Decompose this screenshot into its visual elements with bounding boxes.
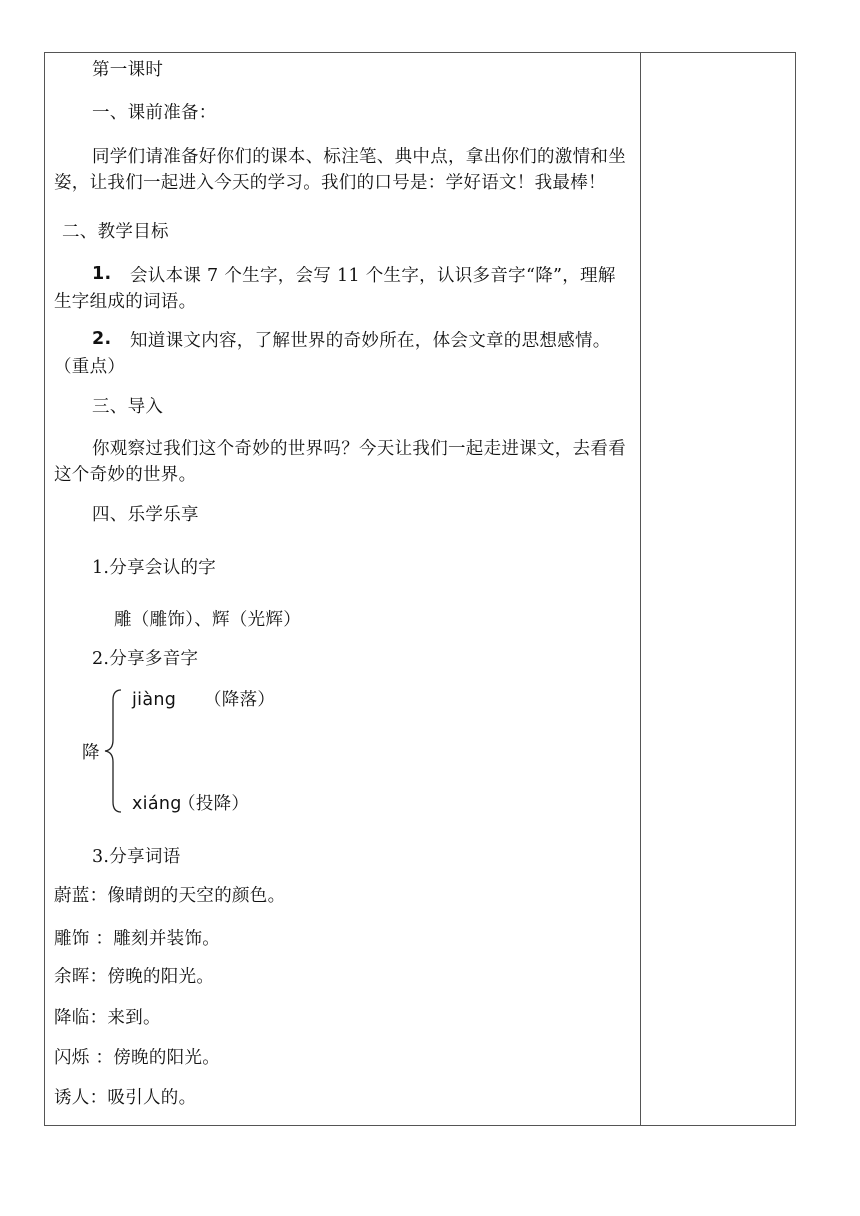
share-3-title: 3.分享词语: [92, 847, 181, 867]
vocab-item: 雕饰 ：雕刻并装饰。: [54, 929, 221, 949]
section-1-body: 同学们请准备好你们的课本、标注笔、典中点，拿出你们的激情和坐姿，让我们一起进入今天的学习。我们的口号是：学好语文！我最棒！: [54, 147, 626, 193]
goal-1-number: 1.: [92, 264, 112, 284]
word-jiangluo: （降落）: [204, 690, 276, 710]
goal-2-number: 2.: [92, 329, 112, 349]
goal-1-text: 会认本课 7 个生字，会写 11 个生字，认识多音字“降”，理解生字组成的词语。: [54, 266, 616, 312]
share-2-title: 2.分享多音字: [92, 649, 199, 669]
vocab-item: 蔚蓝：像晴朗的天空的颜色。: [54, 886, 286, 906]
lesson-table: [44, 52, 796, 1126]
section-4-title: 四、乐学乐享: [92, 505, 199, 525]
vocab-item: 余晖：傍晚的阳光。: [54, 967, 215, 987]
vocab-item: 闪烁 ：傍晚的阳光。: [54, 1048, 221, 1068]
vocab-item: 诱人：吸引人的。: [54, 1088, 197, 1108]
vocab-item: 降临：来到。: [54, 1008, 161, 1028]
column-divider: [640, 52, 641, 1126]
goal-2-text: 知道课文内容，了解世界的奇妙所在，体会文章的思想感情。（重点）: [54, 331, 611, 377]
share-1-body: 雕（雕饰）、辉（光辉）: [114, 610, 302, 630]
pinyin-xiang: xiáng: [132, 794, 182, 814]
curly-brace-icon: [103, 688, 125, 814]
section-2-title: 二、教学目标: [62, 222, 169, 242]
section-3-title: 三、导入: [92, 397, 164, 417]
share-1-title: 1.分享会认的字: [92, 558, 217, 578]
polyphone-character: 降: [82, 743, 100, 763]
word-touxiang: （投降）: [178, 794, 250, 814]
pinyin-jiang: jiàng: [132, 690, 177, 710]
section-1-title: 一、课前准备：: [92, 103, 217, 123]
period-title: 第一课时: [92, 60, 164, 80]
section-3-body: 你观察过我们这个奇妙的世界吗？今天让我们一起走进课文，去看看这个奇妙的世界。: [54, 439, 626, 485]
